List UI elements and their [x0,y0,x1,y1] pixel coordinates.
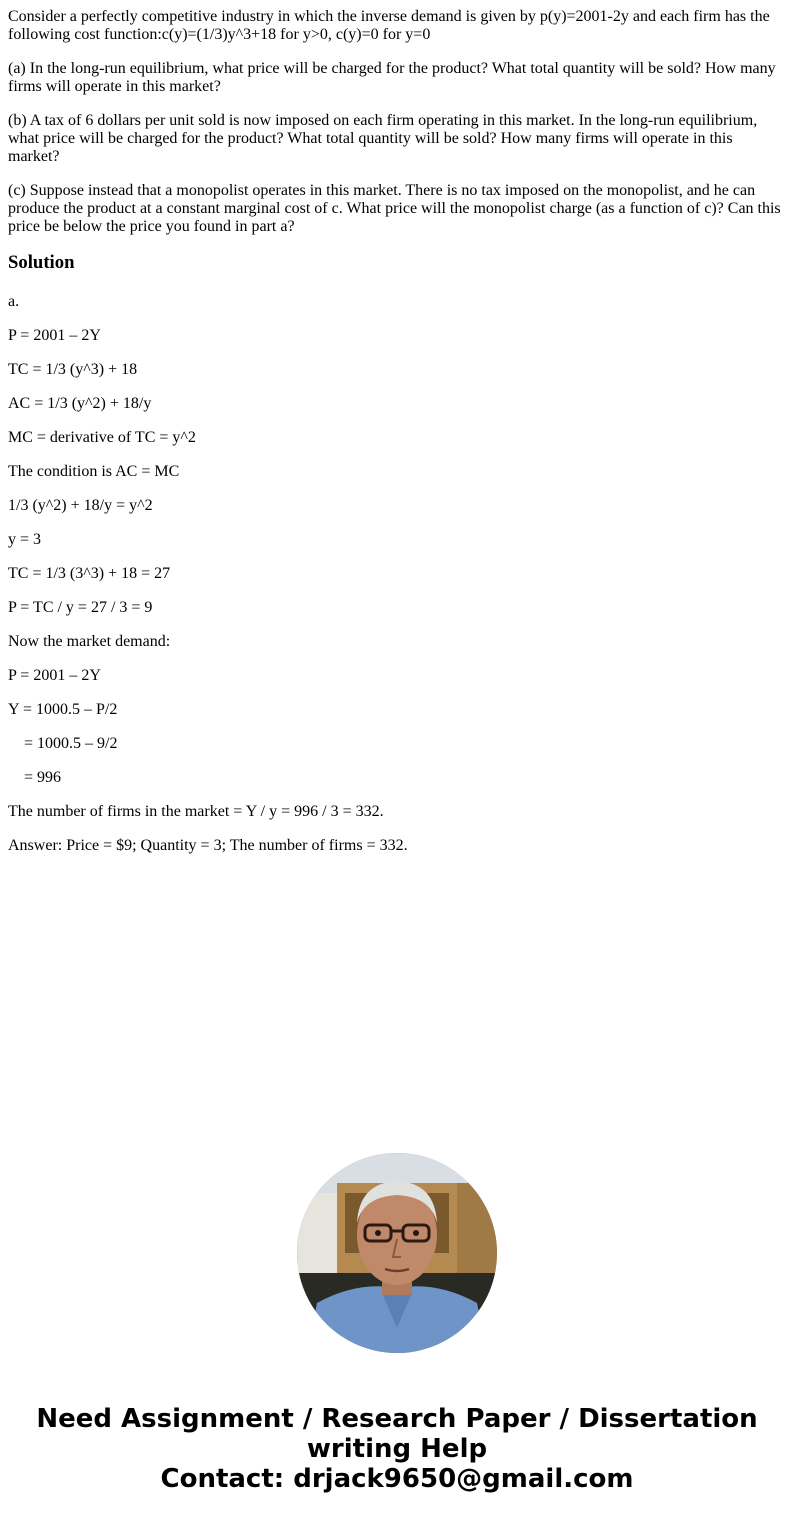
question-part-a: (a) In the long-run equilibrium, what price will be charged for the product? What total quantity will be sold? How many firms will operate in this market? [8,60,776,95]
solution-line: 1/3 (y^2) + 18/y = y^2 [8,497,153,514]
solution-line: y = 3 [8,531,42,548]
solution-line: AC = 1/3 (y^2) + 18/y [8,395,152,412]
solution-line: P = TC / y = 27 / 3 = 9 [8,599,153,616]
question-part-b: (b) A tax of 6 dollars per unit sold is now imposed on each firm operating in this market. In the long-run equilibrium, what price will be charged for the product? What total quantity will be sold? How many firms will operate in this market? [8,112,758,165]
document-content [8,8,786,871]
solution-line: TC = 1/3 (3^3) + 18 = 27 [8,565,171,582]
promo-contact: Contact: drjack9650@gmail.com [160,1464,634,1494]
solution-heading: Solution [8,252,75,273]
solution-line: The number of firms in the market = Y / y = 996 / 3 = 332. [8,803,384,820]
solution-line: a. [8,293,20,310]
solution-line: Answer: Price = $9; Quantity = 3; The number of firms = 332. [8,837,408,854]
author-photo [297,1153,497,1353]
solution-line: Now the market demand: [8,633,171,650]
solution-line: = 1000.5 – 9/2 [24,735,118,752]
promo-line: Need Assignment / Research Paper / Dissertation [36,1404,758,1434]
solution-line: P = 2001 – 2Y [8,667,101,684]
promo-banner [0,1404,794,1494]
solution-line: MC = derivative of TC = y^2 [8,429,196,446]
question-part-c: (c) Suppose instead that a monopolist operates in this market. There is no tax imposed on the monopolist, and he can produce the product at a constant marginal cost of c. What price will the monopolist charge (as a function of c)? Can this price be below the price you found in part a? [8,182,781,235]
solution-line: Y = 1000.5 – P/2 [8,701,118,718]
solution-line: The condition is AC = MC [8,463,180,480]
solution-line: = 996 [24,769,62,786]
promo-line: writing Help [306,1434,488,1464]
question-intro: Consider a perfectly competitive industry in which the inverse demand is given by p(y)=2001-2y and each firm has the following cost function:c(y)=(1/3)y^3+18 for y>0, c(y)=0 for y=0 [8,8,770,43]
solution-line: P = 2001 – 2Y [8,327,101,344]
solution-line: TC = 1/3 (y^3) + 18 [8,361,138,378]
